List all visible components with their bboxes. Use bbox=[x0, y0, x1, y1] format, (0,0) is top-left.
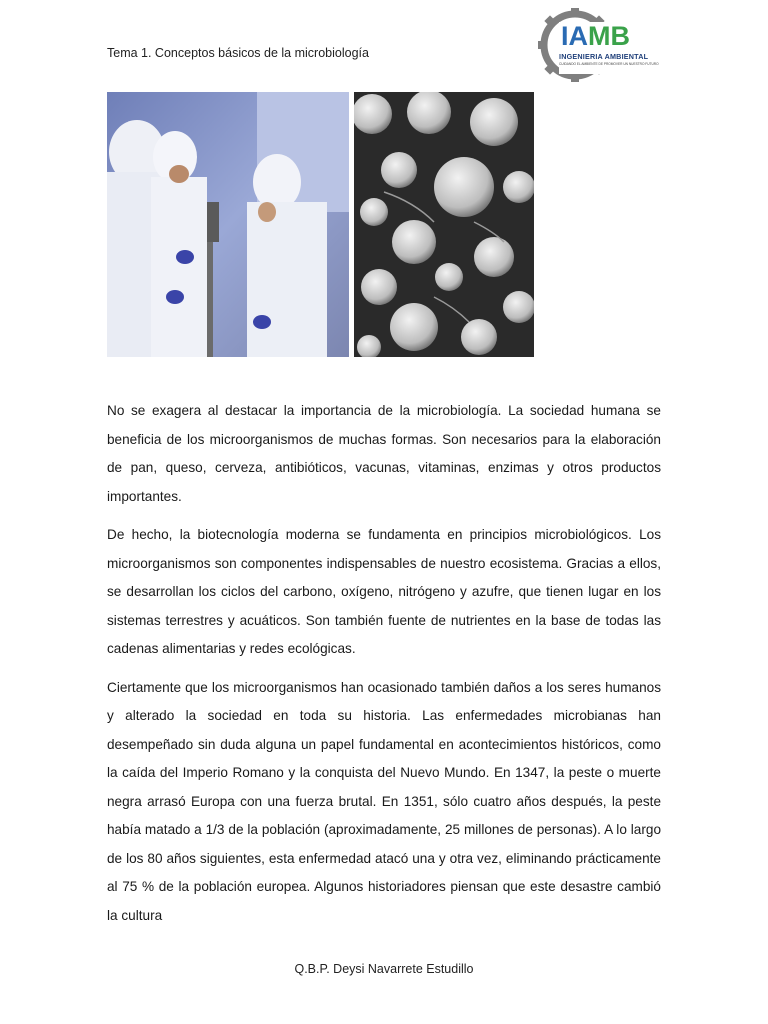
microscopy-photo bbox=[354, 92, 534, 357]
page-header-title: Tema 1. Conceptos básicos de la microbiología bbox=[107, 46, 369, 60]
paragraph-2: De hecho, la biotecnología moderna se fundamenta en principios microbiológicos. Los microorganismos son componentes indispensables de nuestro ecosistema. Gracias a ellos, se desarrollan los ciclos del carbono, oxígeno, nitrógeno y azufre, que tienen lugar en los sistemas terrestres y acuáticos. Son también fuente de nutrientes en la base de todas las cadenas alimentarias y redes ecológicas. bbox=[107, 527, 661, 656]
logo-subtitle: INGENIERIA AMBIENTAL bbox=[559, 52, 649, 61]
body-text bbox=[107, 397, 661, 940]
footer-author: Q.B.P. Deysi Navarrete Estudillo bbox=[294, 962, 474, 976]
iamb-logo bbox=[535, 6, 660, 84]
logo-mark: IAMB bbox=[561, 21, 630, 51]
logo-tagline: CUIDANDO EL AMBIENTE DE PROMOVER UN NUESTRO FUTURO bbox=[559, 62, 659, 66]
scientists-lab-photo bbox=[107, 92, 349, 357]
paragraph-3: Ciertamente que los microorganismos han ocasionado también daños a los seres humanos y alterado la sociedad en toda su historia. Las enfermedades microbianas han desempeñado sin duda alguna un papel fundamental en acontecimientos históricos, como la caída del Imperio Romano y la conquista del Nuevo Mundo. En 1347, la peste o muerte negra arrasó Europa con una fuerza brutal. En 1351, sólo cuatro años después, la peste había matado a 1/3 de la población (aproximadamente, 25 millones de personas). A lo largo de los 80 años siguientes, esta enfermedad atacó una y otra vez, eliminando prácticamente al 75 % de la población europea. Algunos historiadores piensan que este desastre cambió la cultura bbox=[107, 679, 661, 923]
paragraph-1: No se exagera al destacar la importancia de la microbiología. La sociedad humana se beneficia de los microorganismos de muchas formas. Son necesarios para la elaboración de pan, queso, cerveza, antibióticos, vacunas, vitaminas, enzimas y otros productos importantes. bbox=[107, 403, 661, 504]
